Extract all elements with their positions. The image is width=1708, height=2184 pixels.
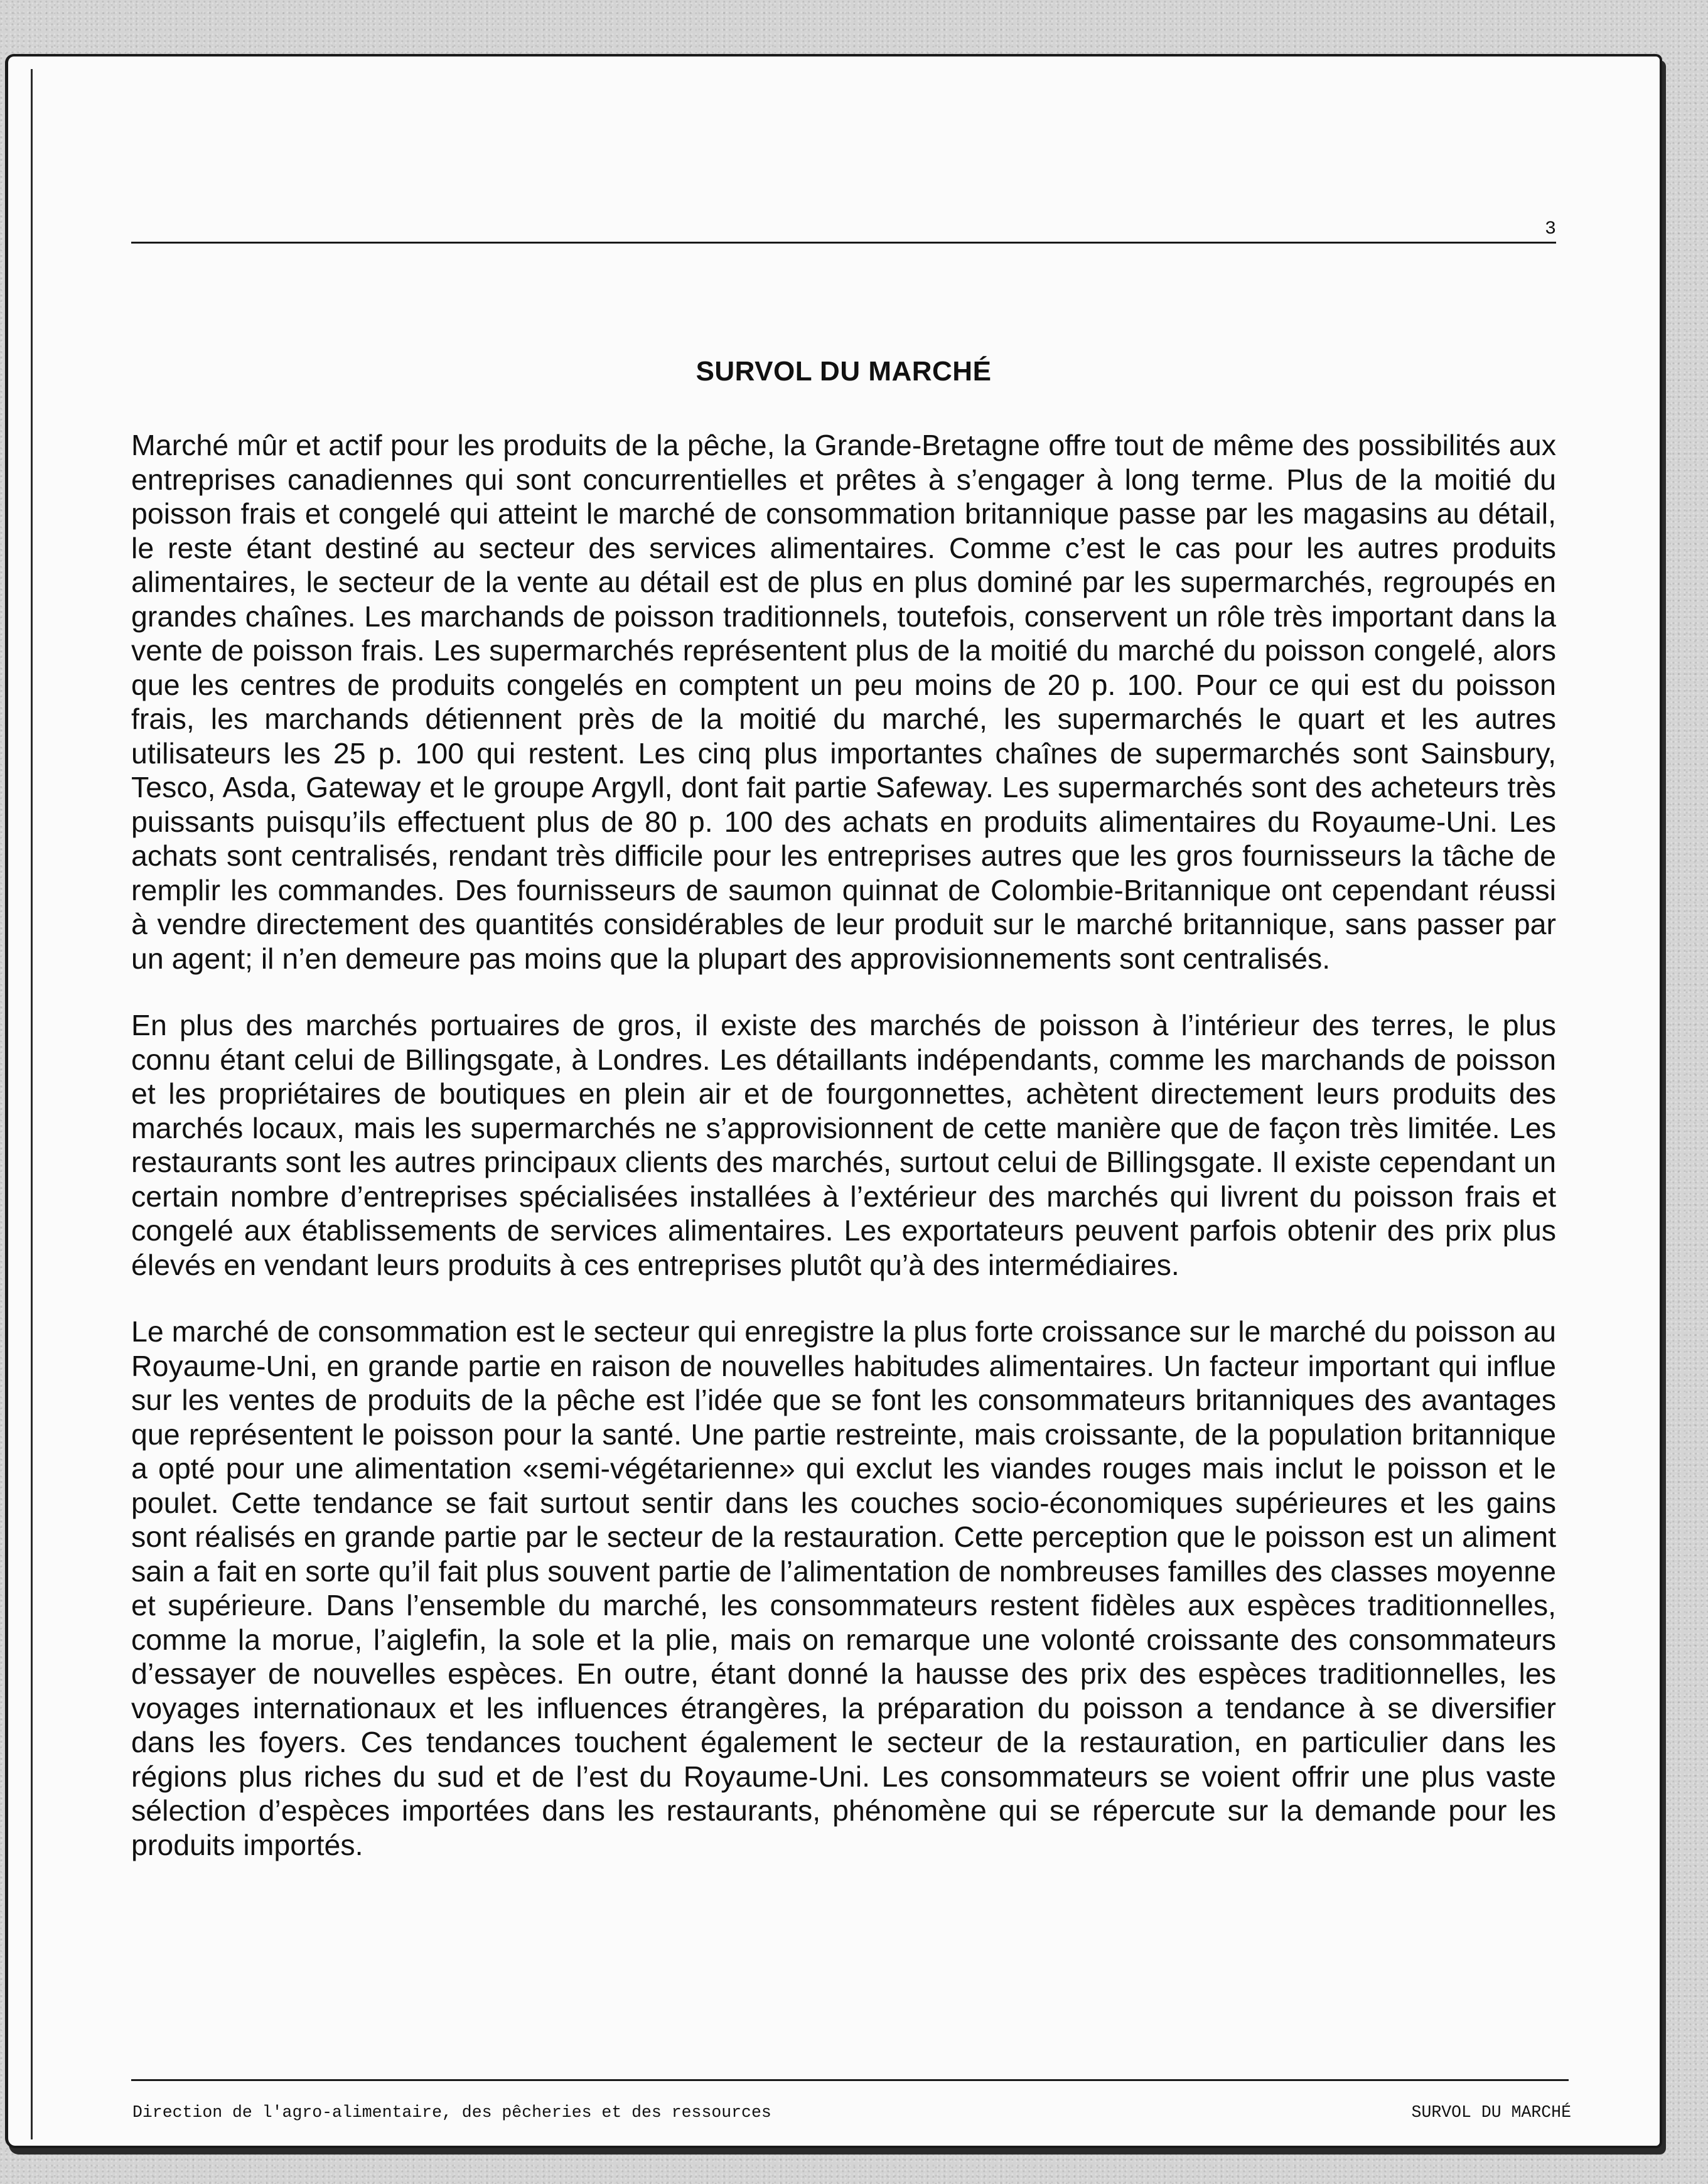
- footer-rule: [131, 2079, 1569, 2081]
- paragraph-1: Marché mûr et actif pour les produits de la pêche, la Grande-Bretagne offre tout de même des possibilités aux entreprises canadiennes qui sont concurrentielles et prêtes à s’engager à long terme. Plus de la moitié du poisson frais et congelé qui atteint le marché de consommation britannique passe par les magasins au détail, le reste étant destiné au secteur des services alimentaires. Comme c’est le cas pour les autres produits alimentaires, le secteur de la vente au détail est de plus en plus dominé par les supermarchés, regroupés en grandes chaînes. Les marchands de poisson traditionnels, toutefois, conservent un rôle très important dans la vente de poisson frais. Les supermarchés représentent plus de la moitié du marché du poisson congelé, alors que les centres de produits congelés en comptent un peu moins de 20 p. 100. Pour ce qui est du poisson frais, les marchands détiennent près de la moitié du marché, les supermarchés le quart et les autres utilisateurs les 25 p. 100 qui restent. Les cinq plus importantes chaînes de supermarchés sont Sainsbury, Tesco, Asda, Gateway et le groupe Argyll, dont fait partie Safeway. Les supermarchés sont des acheteurs très puissants puisqu’ils effectuent plus de 80 p. 100 des achats en produits alimentaires du Royaume-Uni. Les achats sont centralisés, rendant très difficile pour les entreprises autres que les gros fournisseurs la tâche de remplir les commandes. Des fournisseurs de saumon quinnat de Colombie-Britannique ont cependant réussi à vendre directement des quantités considérables de leur produit sur le marché britannique, sans passer par un agent; il n’en demeure pas moins que la plupart des approvisionnements sont centralisés.: [131, 429, 1556, 975]
- paragraph-2: En plus des marchés portuaires de gros, il existe des marchés de poisson à l’intérieur des terres, le plus connu étant celui de Billingsgate, à Londres. Les détaillants indépendants, comme les marchands de poisson et les propriétaires de boutiques en plein air et de fourgonnettes, achètent directement leurs produits des marchés locaux, mais les supermarchés ne s’approvisionnent de cette manière que de façon très limitée. Les restaurants sont les autres principaux clients des marchés, surtout celui de Billingsgate. Il existe cependant un certain nombre d’entreprises spécialisées installées à l’extérieur des marchés qui livrent du poisson frais et congelé aux établissements de services alimentaires. Les exportateurs peuvent parfois obtenir des prix plus élevés en vendant leurs produits à ces entreprises plutôt qu’à des intermédiaires.: [131, 1009, 1556, 1281]
- footer-department: Direction de l'agro-alimentaire, des pêcheries et des ressources: [132, 2103, 771, 2122]
- body-text: [131, 428, 1556, 1895]
- header-rule: [131, 242, 1556, 244]
- document-page: [5, 54, 1662, 2148]
- section-title: SURVOL DU MARCHÉ: [696, 356, 992, 387]
- page-number: 3: [1544, 218, 1556, 240]
- paragraph-3: Le marché de consommation est le secteur qui enregistre la plus forte croissance sur le marché du poisson au Royaume-Uni, en grande partie en raison de nouvelles habitudes alimentaires. Un facteur important qui influe sur les ventes de produits de la pêche est l’idée que se font les consommateurs britanniques des avantages que représentent le poisson pour la santé. Une partie restreinte, mais croissante, de la population britannique a opté pour une alimentation «semi-végétarienne» qui exclut les viandes rouges mais inclut le poisson et le poulet. Cette tendance se fait surtout sentir dans les couches socio-économiques supérieures et les gains sont réalisés en grande partie par le secteur de la restauration. Cette perception que le poisson est un aliment sain a fait en sorte qu’il fait plus souvent partie de l’alimentation de nombreuses familles des classes moyenne et supérieure. Dans l’ensemble du marché, les consommateurs restent fidèles aux espèces traditionnelles, comme la morue, l’aiglefin, la sole et la plie, mais on remarque une volonté croissante des consommateurs d’essayer de nouvelles espèces. En outre, étant donné la hausse des prix des espèces traditionnelles, les voyages internationaux et les influences étrangères, la préparation du poisson a tendance à se diversifier dans les foyers. Ces tendances touchent également le secteur de la restauration, en particulier dans les régions plus riches du sud et de l’est du Royaume-Uni. Les consommateurs se voient offrir une plus vaste sélection d’espèces importées dans les restaurants, phénomène qui se répercute sur la demande pour les produits importés.: [131, 1315, 1556, 1861]
- footer-section-title: SURVOL DU MARCHÉ: [1411, 2103, 1571, 2122]
